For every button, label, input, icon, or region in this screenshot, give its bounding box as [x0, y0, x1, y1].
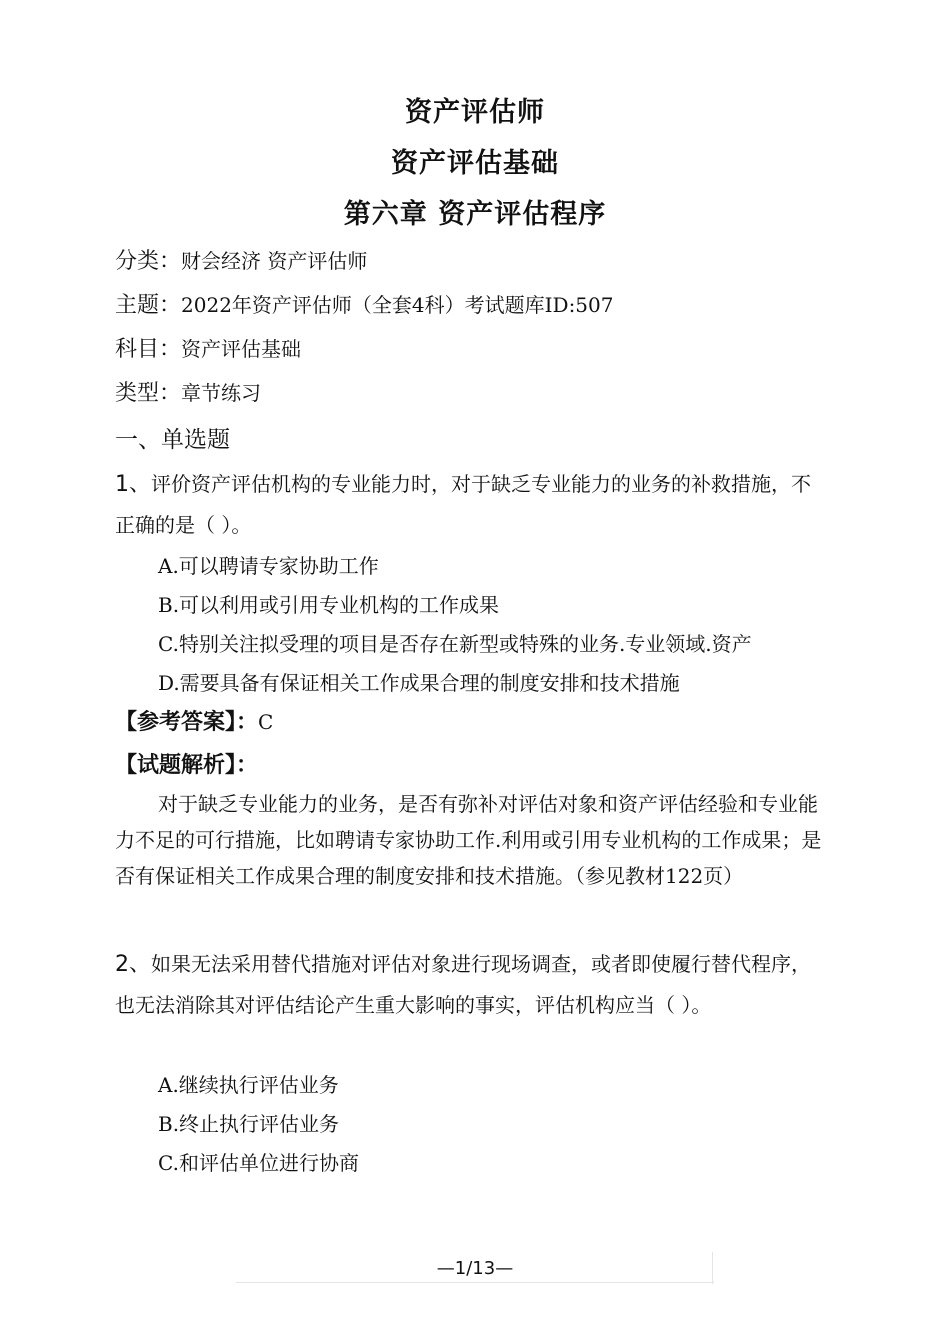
- footer-divider: [236, 1282, 714, 1283]
- section-heading: 一、单选题: [115, 427, 230, 453]
- meta-topic: [115, 290, 614, 321]
- answer-value: C: [258, 710, 274, 734]
- meta-category-label: 分类：: [115, 249, 182, 274]
- question-2-text: 如果无法采用替代措施对评估对象进行现场调查，或者即使履行替代程序，也无法消除其对评估结论产生重大影响的事实，评估机构应当（ ）。: [115, 952, 811, 1017]
- answer-label: 【参考答案】：: [115, 710, 259, 735]
- meta-type-label: 类型：: [115, 381, 182, 406]
- question-2-option-b: B.终止执行评估业务: [158, 1112, 340, 1136]
- meta-type-value: 章节练习: [181, 381, 262, 405]
- question-1-option-c: C.特别关注拟受理的项目是否存在新型或特殊的业务.专业领域.资产: [158, 632, 752, 656]
- meta-subject-value: 资产评估基础: [181, 337, 302, 361]
- analysis-heading: [115, 748, 258, 779]
- question-1: [115, 464, 830, 545]
- meta-topic-value: 2022年资产评估师（全套4科）考试题库ID:507: [181, 293, 614, 317]
- analysis-label: 【试题解析】：: [115, 753, 259, 778]
- answer-line: [115, 705, 273, 736]
- question-1-option-b: B.可以利用或引用专业机构的工作成果: [158, 593, 500, 617]
- question-2-number: 2、: [115, 952, 151, 977]
- doc-subtitle: 资产评估基础: [391, 148, 559, 179]
- question-2-option-c: C.和评估单位进行协商: [158, 1151, 359, 1175]
- doc-title: 资产评估师: [405, 97, 545, 128]
- meta-type: [115, 378, 261, 409]
- meta-subject-label: 科目：: [115, 337, 182, 362]
- question-1-option-d: D.需要具备有保证相关工作成果合理的制度安排和技术措施: [158, 671, 680, 695]
- question-1-option-a: A.可以聘请专家协助工作: [158, 554, 379, 578]
- question-1-text: 评价资产评估机构的专业能力时，对于缺乏专业能力的业务的补救措施，不正确的是（ ）。: [115, 472, 811, 537]
- question-2: [115, 944, 830, 1025]
- meta-topic-label: 主题：: [115, 293, 182, 318]
- chapter-title: 第六章 资产评估程序: [343, 199, 607, 230]
- page-number: —1/13—: [436, 1258, 514, 1279]
- question-1-number: 1、: [115, 472, 151, 497]
- meta-category: [115, 246, 367, 277]
- meta-category-value: 财会经济 资产评估师: [181, 249, 368, 273]
- meta-subject: [115, 334, 301, 365]
- question-2-option-a: A.继续执行评估业务: [158, 1073, 339, 1097]
- analysis-text: 对于缺乏专业能力的业务，是否有弥补对评估对象和资产评估经验和专业能力不足的可行措施，比如聘请专家协助工作.利用或引用专业机构的工作成果；是否有保证相关工作成果合理的制度安排和技术措施。（参见教材122页）: [115, 792, 822, 888]
